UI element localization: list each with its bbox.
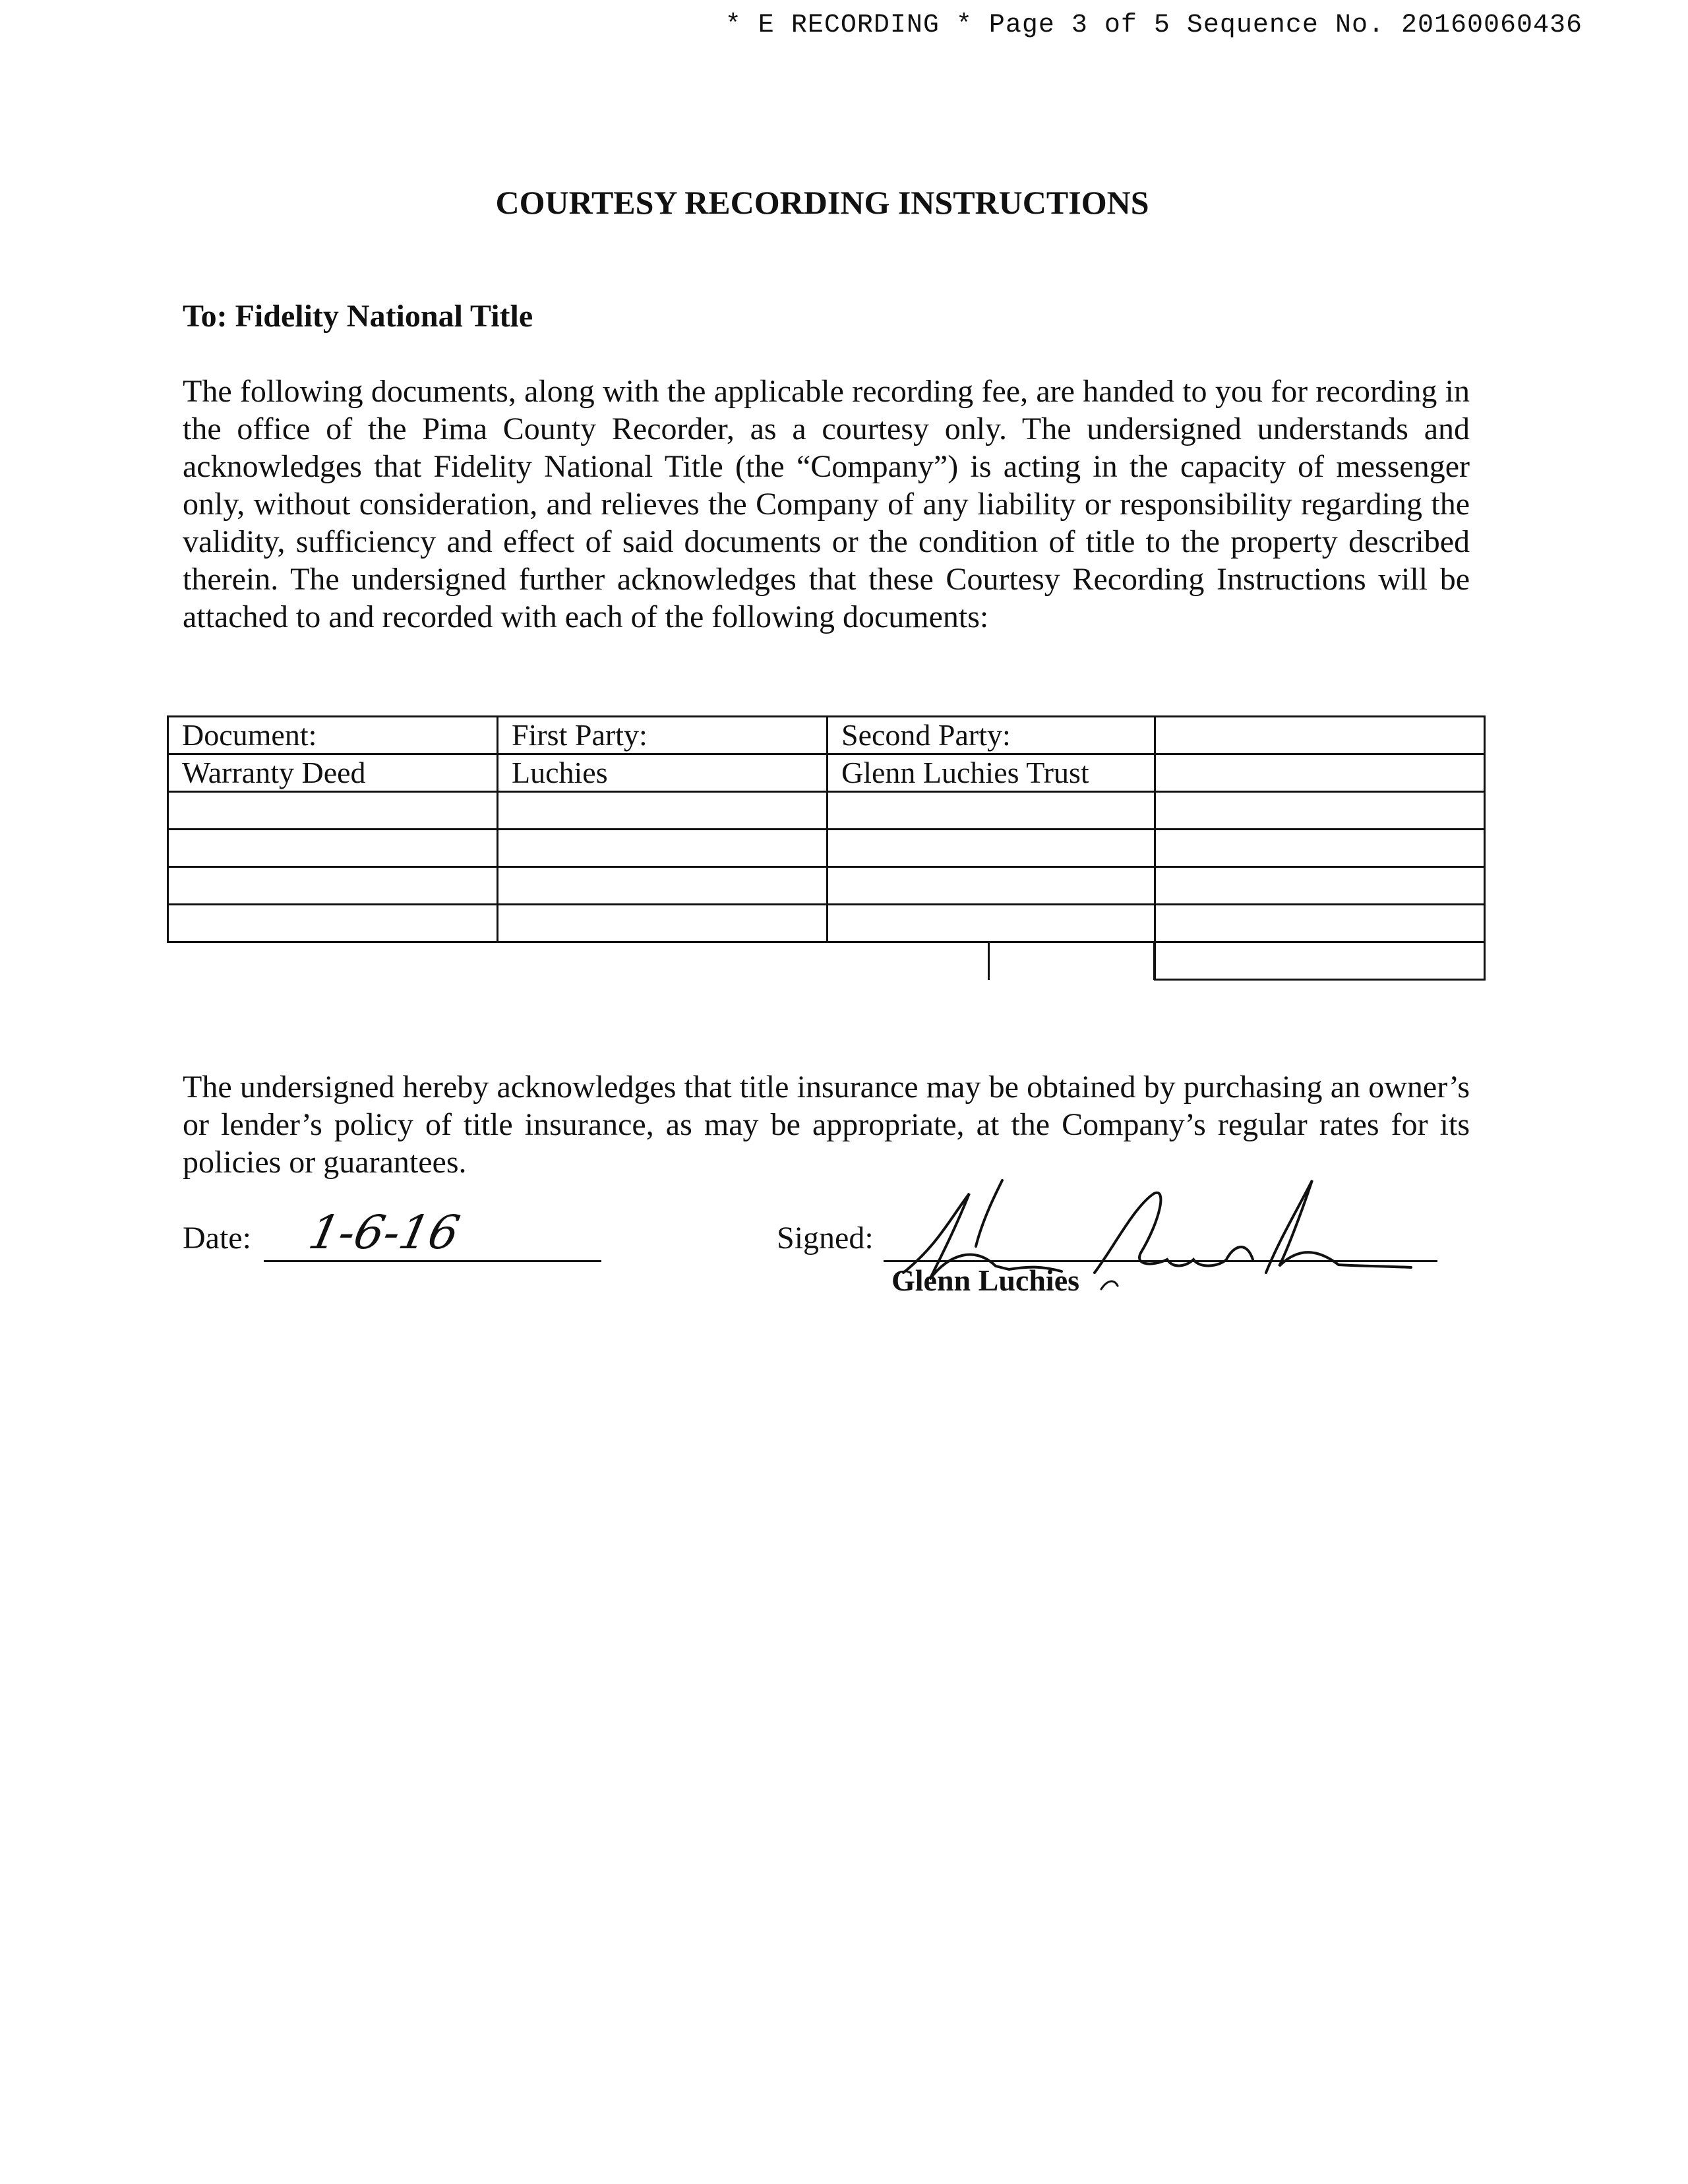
date-label: Date: [183,1221,251,1256]
table-cell [498,867,828,905]
table-cell [168,792,498,830]
table-empty-cell [168,942,498,980]
table-cell [828,905,1155,942]
table-cell [1155,792,1485,830]
page-title: COURTESY RECORDING INSTRUCTIONS [495,184,1149,221]
table-cell [1155,830,1485,867]
table-cell [828,867,1155,905]
signer-name: Glenn Luchies [891,1263,1080,1297]
documents-table [167,715,1486,981]
table-partial-cell [828,942,1155,980]
signature-underline [884,1260,1437,1262]
table-header-row [168,717,1485,754]
table-cell [168,867,498,905]
table-cell: Luchies [498,754,828,792]
table-cell [168,830,498,867]
recording-header: * E RECORDING * Page 3 of 5 Sequence No. 20160060436 [725,11,1582,40]
table-row [168,754,1485,792]
table-cell-extra [1155,942,1485,980]
table-cell [498,792,828,830]
table-cell [1155,867,1485,905]
table-empty-cell [498,942,828,980]
table-row [168,867,1485,905]
table-cell [828,792,1155,830]
table-cell: Warranty Deed [168,754,498,792]
addressee-line: To: Fidelity National Title [183,299,533,334]
table-cell: Glenn Luchies Trust [828,754,1155,792]
table-row [168,830,1485,867]
header-second-party: Second Party: [828,717,1155,754]
header-first-party: First Party: [498,717,828,754]
date-underline [264,1260,601,1262]
table-cell [168,905,498,942]
header-blank [1155,717,1485,754]
table-cell [498,830,828,867]
table-row [168,792,1485,830]
acknowledgment-paragraph: The undersigned hereby acknowledges that title insurance may be obtained by purchasing an owner’s or lender’s policy of title insurance, as may be appropriate, at the Company’s regular rates for its policies or guarantees. [183,1070,1470,1180]
table-cell [1155,754,1485,792]
table-cell [1155,905,1485,942]
partial-box [988,942,1155,980]
table-extra-row [168,942,1485,980]
table-row [168,905,1485,942]
handwritten-date: 1-6-16 [304,1205,465,1259]
header-document: Document: [168,717,498,754]
table-cell [498,905,828,942]
table-cell [828,830,1155,867]
signed-label: Signed: [777,1221,874,1256]
instructions-paragraph: The following documents, along with the applicable recording fee, are handed to you for recording in the office of the Pima County Recorder, as a courtesy only. The undersigned understands and acknowledges that Fidelity National Title (the “Company”) is acting in the capacity of messenger only, without consideration, and relieves the Company of any liability or responsibility regarding the validity, sufficiency and effect of said documents or the condition of title to the property described therein. The undersigned further acknowledges that these Courtesy Recording Instructions will be attached to and recorded with each of the following documents: [183,374,1470,634]
